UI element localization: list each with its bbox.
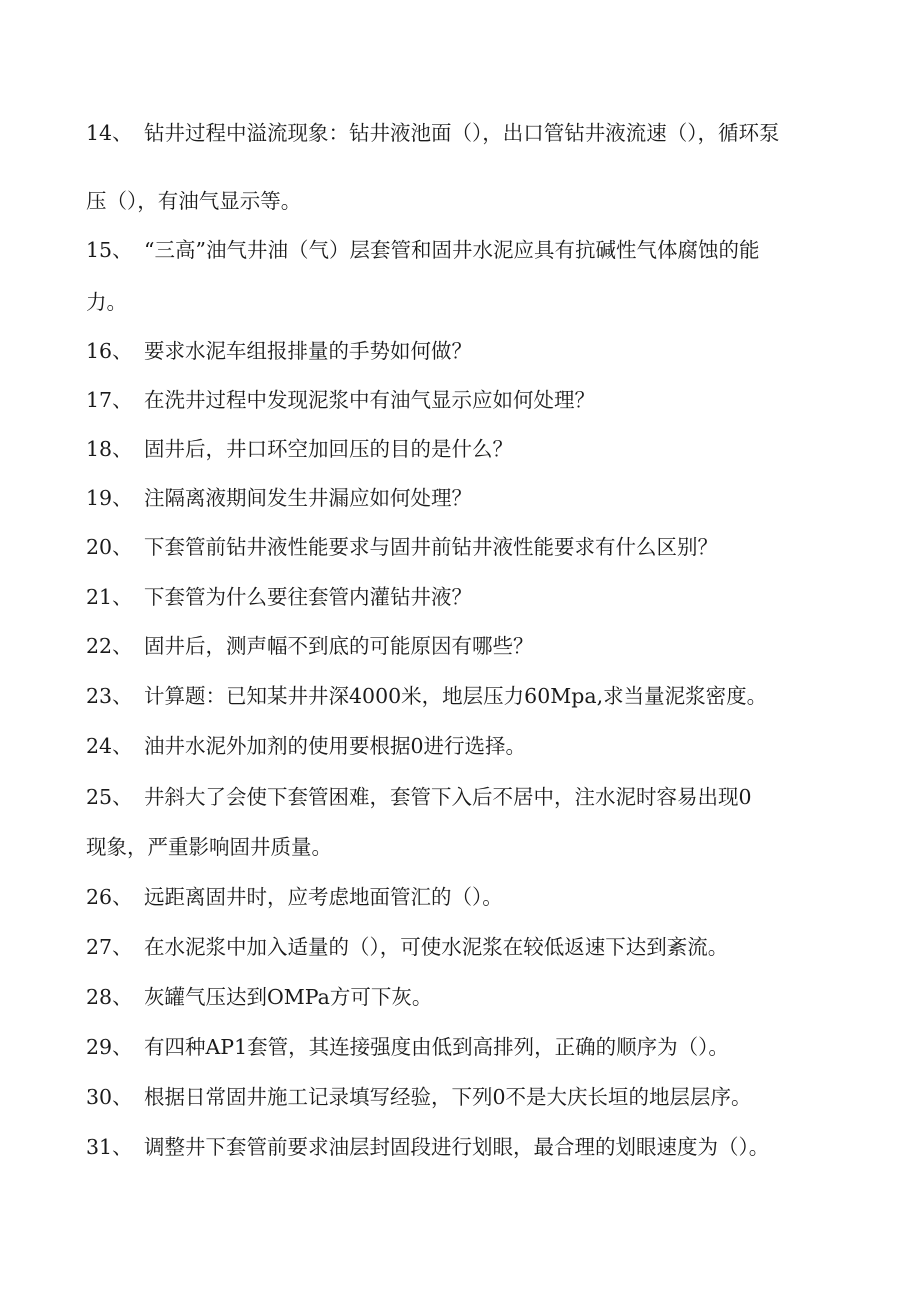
question-25-continuation: 现象，严重影响固井质量。 <box>86 835 332 859</box>
question-number: 23、 <box>86 684 133 708</box>
question-number: 17、 <box>86 388 133 412</box>
question-number: 31、 <box>86 1135 133 1159</box>
question-14 <box>86 119 846 147</box>
question-number: 26、 <box>86 885 133 909</box>
question-16 <box>86 337 846 365</box>
question-number: 30、 <box>86 1085 133 1109</box>
question-text: 计算题：已知某井井深4000米，地层压力60Mpa,求当量泥浆密度。 <box>144 684 768 708</box>
question-text: 下套管为什么要往套管内灌钻井液？ <box>144 585 472 609</box>
question-18 <box>86 435 846 463</box>
question-number: 20、 <box>86 535 133 559</box>
question-27 <box>86 933 846 961</box>
question-30 <box>86 1083 846 1111</box>
question-number: 16、 <box>86 339 133 363</box>
question-29 <box>86 1033 846 1061</box>
question-number: 29、 <box>86 1035 133 1059</box>
question-19 <box>86 484 846 512</box>
question-text: 固井后，井口环空加回压的目的是什么？ <box>144 437 513 461</box>
question-text: 有四种AP1套管，其连接强度由低到高排列，正确的顺序为（）。 <box>144 1035 729 1059</box>
question-text: 井斜大了会使下套管困难，套管下入后不居中，注水泥时容易出现0 <box>144 785 752 809</box>
question-number: 27、 <box>86 935 133 959</box>
question-text: 远距离固井时，应考虑地面管汇的（）。 <box>144 885 503 909</box>
question-25 <box>86 783 846 811</box>
question-text: 在洗井过程中发现泥浆中有油气显示应如何处理？ <box>144 388 595 412</box>
question-number: 22、 <box>86 634 133 658</box>
question-number: 25、 <box>86 785 133 809</box>
question-text: 调整井下套管前要求油层封固段进行划眼，最合理的划眼速度为（）。 <box>144 1135 770 1159</box>
question-26 <box>86 883 846 911</box>
question-text: 要求水泥车组报排量的手势如何做？ <box>144 339 472 363</box>
question-text: 灰罐气压达到OMPa方可下灰。 <box>144 985 433 1009</box>
question-14-continuation: 压（），有油气显示等。 <box>86 189 302 213</box>
question-text: 固井后，测声幅不到底的可能原因有哪些？ <box>144 634 534 658</box>
question-text: 根据日常固井施工记录填写经验，下列0不是大庆长垣的地层层序。 <box>144 1085 752 1109</box>
question-text: 下套管前钻井液性能要求与固井前钻井液性能要求有什么区别？ <box>144 535 718 559</box>
question-number: 15、 <box>86 238 133 262</box>
question-20 <box>86 533 846 561</box>
question-number: 14、 <box>86 121 133 145</box>
question-text: 油井水泥外加剂的使用要根据0进行选择。 <box>144 734 527 758</box>
question-number: 28、 <box>86 985 133 1009</box>
question-23 <box>86 682 846 710</box>
question-number: 24、 <box>86 734 133 758</box>
question-number: 21、 <box>86 585 133 609</box>
question-number: 19、 <box>86 486 133 510</box>
question-24 <box>86 732 846 760</box>
question-17 <box>86 386 846 414</box>
question-31 <box>86 1133 846 1161</box>
question-text: 注隔离液期间发生井漏应如何处理？ <box>144 486 472 510</box>
question-15-continuation: 力。 <box>86 290 127 314</box>
question-28 <box>86 983 846 1011</box>
question-text: 钻井过程中溢流现象：钻井液池面（），出口管钻井液流速（），循环泵 <box>144 121 780 145</box>
question-text: “三高”油气井油（气）层套管和固井水泥应具有抗碱性气体腐蚀的能 <box>144 238 760 262</box>
question-text: 在水泥浆中加入适量的（），可使水泥浆在较低返速下达到紊流。 <box>144 935 729 959</box>
question-15 <box>86 236 846 264</box>
question-22 <box>86 632 846 660</box>
question-21 <box>86 583 846 611</box>
question-number: 18、 <box>86 437 133 461</box>
